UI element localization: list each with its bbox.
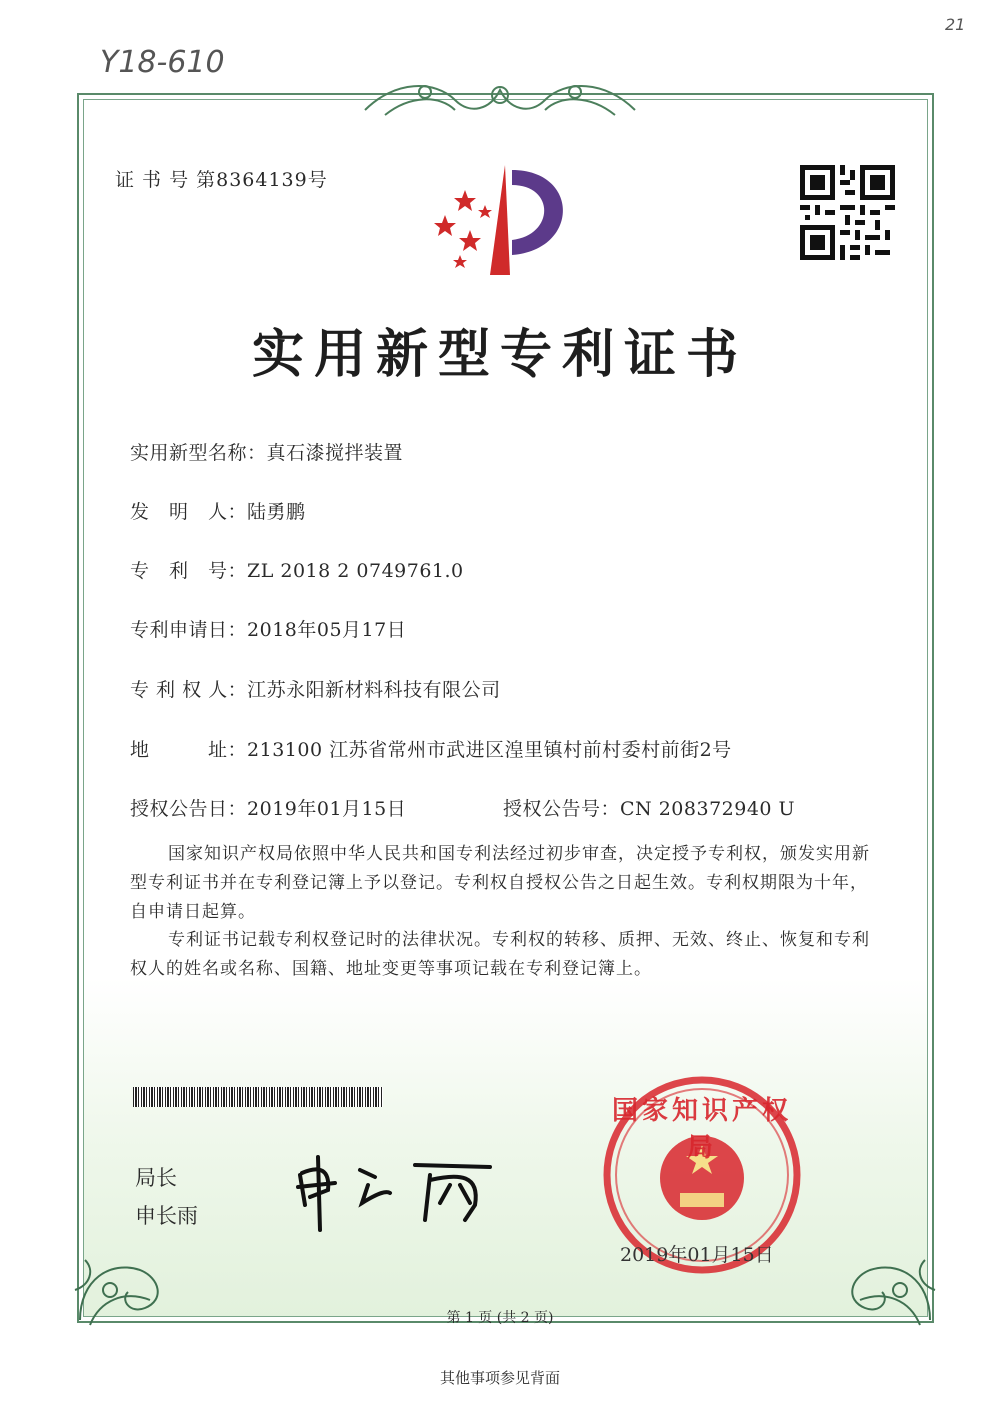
seal-date: 2019年01月15日 — [620, 1244, 774, 1266]
field-label: 实用新型名称： — [130, 442, 267, 464]
field-utility-model-name — [130, 438, 403, 465]
barcode — [133, 1087, 383, 1107]
qr-code — [800, 165, 895, 260]
field-patentee — [130, 675, 501, 702]
field-label: 授权公告号： — [503, 798, 621, 820]
footer-note: 其他事项参见背面 — [439, 1369, 560, 1387]
top-ornament — [355, 70, 645, 125]
director-signature — [290, 1145, 510, 1235]
field-patent-number — [130, 556, 464, 583]
field-value: CN 208372940 U — [620, 798, 796, 820]
page-number: 第 1 页 (共 2 页) — [446, 1310, 554, 1326]
field-inventor — [130, 497, 306, 524]
field-label: 地 址： — [130, 739, 248, 761]
body-paragraph-2: 专利证书记载专利权登记时的法律状况。专利权的转移、质押、无效、终止、恢复和专利权人的姓名或名称、国籍、地址变更等事项记载在专利登记簿上。 — [130, 930, 870, 979]
handwritten-file-number: Y18-610 — [100, 45, 225, 80]
certificate-number: 证 书 号 第8364139号 — [115, 169, 328, 191]
field-grant-number — [503, 794, 795, 821]
field-label: 专 利 号： — [130, 560, 248, 582]
field-value: 2019年01月15日 — [247, 798, 407, 820]
field-label: 授权公告日： — [130, 798, 248, 820]
field-value: 2018年05月17日 — [247, 619, 407, 641]
field-value: 真石漆搅拌装置 — [266, 442, 404, 464]
body-paragraph-1: 国家知识产权局依照中华人民共和国专利法经过初步审查，决定授予专利权，颁发实用新型专利证书并在专利登记簿上予以登记。专利权自授权公告之日起生效。专利权期限为十年，自申请日起算。 — [130, 844, 870, 922]
seal-text — [612, 1090, 792, 1164]
field-label: 专 利 权 人： — [130, 679, 248, 701]
field-value: 江苏永阳新材料科技有限公司 — [247, 679, 501, 701]
field-label: 专利申请日： — [130, 619, 248, 641]
certificate-title: 实用新型专利证书 — [251, 324, 748, 385]
field-value: 213100 江苏省常州市武进区湟里镇村前村委村前街2号 — [247, 739, 732, 761]
field-grant-date — [130, 794, 406, 821]
field-value: ZL 2018 2 0749761.0 — [247, 560, 464, 582]
field-address — [130, 735, 732, 762]
field-label: 发 明 人： — [130, 501, 248, 523]
director-name: 申长雨 — [135, 1204, 198, 1228]
director-title: 局长 — [135, 1166, 177, 1190]
field-application-date — [130, 615, 406, 642]
patent-office-logo — [430, 160, 580, 280]
seal-text-label: 国家知识产权局 — [612, 1096, 793, 1163]
handwritten-page-mark: 21 — [945, 15, 966, 34]
field-value: 陆勇鹏 — [247, 501, 306, 523]
